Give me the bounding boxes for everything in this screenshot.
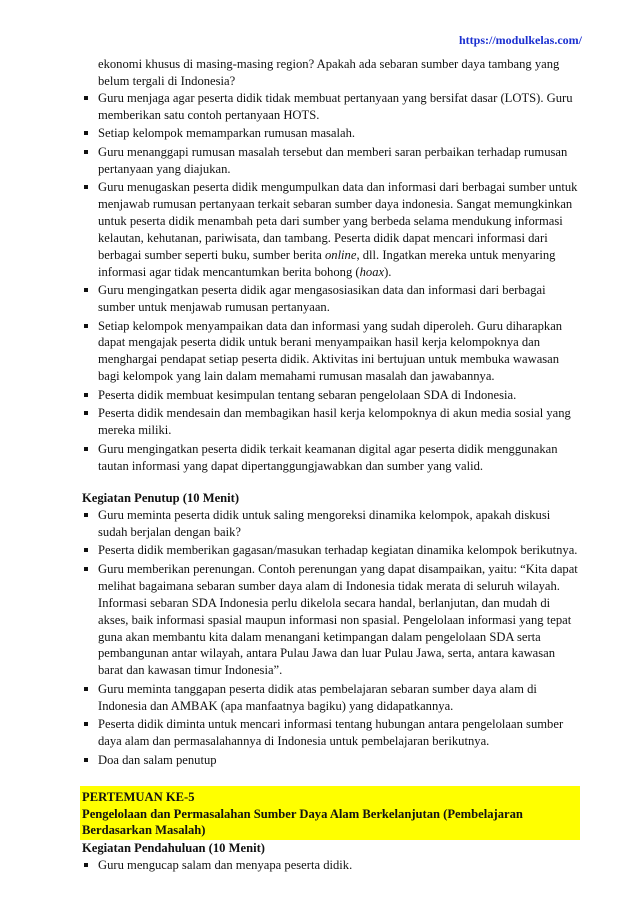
list-item: Peserta didik memberikan gagasan/masukan terhadap kegiatan dinamika kelompok berikutnya. bbox=[82, 542, 582, 559]
list-item: Doa dan salam penutup bbox=[82, 752, 582, 769]
bullet-square-icon bbox=[84, 447, 88, 451]
meeting-label: PERTEMUAN KE-5 bbox=[82, 790, 195, 805]
list-item: Guru mengucap salam dan menyapa peserta didik. bbox=[82, 857, 582, 874]
bullet-square-icon bbox=[84, 324, 88, 328]
list-item: Setiap kelompok memamparkan rumusan masalah. bbox=[82, 125, 582, 142]
list-item: Guru mengingatkan peserta didik terkait keamanan digital agar peserta didik menggunakan tautan informasi yang dapat dipertanggungjawabkan dan sumber yang valid. bbox=[82, 441, 582, 475]
list-item: Guru memberikan perenungan. Contoh perenungan yang dapat disampaikan, yaitu: “Kita dapat melihat bagaimana sebaran sumber daya alam di Indonesia tidak merata di seluruh wilayah. Informasi sebaran SDA Indonesia perlu dikelola secara handal, berlanjutan, dan mudah di akses, baik informasi spasial maupun informasi non spasial. Pengelolaan informasi yang tepat guna akan membantu kita dalam menangani ketimpangan dalam pengelolaan SDA serta pembangunan antar wilayah, antara Pulau Jawa dan luar Pulau Jawa, serta, antara kawasan barat dan kawasan timur Indonesia”. bbox=[82, 561, 582, 679]
bullet-square-icon bbox=[84, 393, 88, 397]
bullet-square-icon bbox=[84, 567, 88, 571]
bullet-square-icon bbox=[84, 96, 88, 100]
bullet-square-icon bbox=[84, 758, 88, 762]
document-body bbox=[82, 56, 582, 875]
bullet-square-icon bbox=[84, 687, 88, 691]
closing-activity-list bbox=[82, 507, 582, 769]
opening-heading: Kegiatan Pendahuluan (10 Menit) bbox=[82, 840, 265, 855]
list-item: Guru mengingatkan peserta didik agar mengasosiasikan data dan informasi dari berbagai sumber untuk menjawab rumusan pertanyaan. bbox=[82, 282, 582, 316]
list-item: Guru meminta tanggapan peserta didik atas pembelajaran sebaran sumber daya alam di Indonesia dan AMBAK (apa manfaatnya bagiku) yang didapatkannya. bbox=[82, 681, 582, 715]
meeting-title: Pengelolaan dan Permasalahan Sumber Daya Alam Berkelanjutan (Pembelajaran Berdasarkan Masalah) bbox=[82, 806, 523, 838]
bullet-square-icon bbox=[84, 185, 88, 189]
meeting-highlight-box bbox=[80, 786, 580, 840]
opening-activity-list bbox=[82, 857, 582, 874]
bullet-square-icon bbox=[84, 513, 88, 517]
bullet-square-icon bbox=[84, 722, 88, 726]
bullet-square-icon bbox=[84, 411, 88, 415]
closing-heading: Kegiatan Penutup (10 Menit) bbox=[82, 491, 240, 506]
list-item: Peserta didik membuat kesimpulan tentang sebaran pengelolaan SDA di Indonesia. bbox=[82, 387, 582, 404]
core-activity-list bbox=[82, 90, 582, 475]
bullet-square-icon bbox=[84, 288, 88, 292]
list-item: Peserta didik mendesain dan membagikan hasil kerja kelompoknya di akun media sosial yang mereka miliki. bbox=[82, 405, 582, 439]
continued-paragraph: ekonomi khusus di masing-masing region? Apakah ada sebaran sumber daya tambang yang belum tergali di Indonesia? bbox=[98, 57, 560, 88]
list-item: Guru menugaskan peserta didik mengumpulkan data dan informasi dari berbagai sumber untuk menjawab rumusan pertanyaan terkait sebaran sumber daya indonesia. Sangat memungkinkan untuk peserta didik menambah peta dari sumber yang berbeda selama mendukung informasi kelautan, kehutanan, pariwisata, dan tambang. Peserta didik dapat mencari informasi dari berbagai sumber seperti buku, sumber berita online, dll. Ingatkan mereka untuk menyaring informasi agar tidak mencantumkan berita bohong (hoax). bbox=[82, 179, 582, 280]
list-item: Peserta didik diminta untuk mencari informasi tentang hubungan antara pengelolaan sumber daya alam dan permasalahannya di Indonesia untuk pembelajaran berikutnya. bbox=[82, 716, 582, 750]
list-item: Guru meminta peserta didik untuk saling mengoreksi dinamika kelompok, apakah diskusi sudah berjalan dengan baik? bbox=[82, 507, 582, 541]
bullet-square-icon bbox=[84, 863, 88, 867]
bullet-square-icon bbox=[84, 150, 88, 154]
header-url-link[interactable]: https://modulkelas.com/ bbox=[458, 33, 582, 47]
list-item: Guru menanggapi rumusan masalah tersebut dan memberi saran perbaikan terhadap rumusan pertanyaan yang diajukan. bbox=[82, 144, 582, 178]
list-item: Guru menjaga agar peserta didik tidak membuat pertanyaan yang bersifat dasar (LOTS). Guru memberikan satu contoh pertanyaan HOTS. bbox=[82, 90, 582, 124]
bullet-square-icon bbox=[84, 131, 88, 135]
bullet-square-icon bbox=[84, 548, 88, 552]
list-item: Setiap kelompok menyampaikan data dan informasi yang sudah diperoleh. Guru diharapkan dapat mengajak peserta didik untuk berani menyampaikan hasil kerja kelompoknya dan menghargai pendapat setiap peserta didik. Aktivitas ini bertujuan untuk membuka wawasan bagi kelompok yang lain dalam memahami rumusan masalah dan jawabannya. bbox=[82, 318, 582, 386]
